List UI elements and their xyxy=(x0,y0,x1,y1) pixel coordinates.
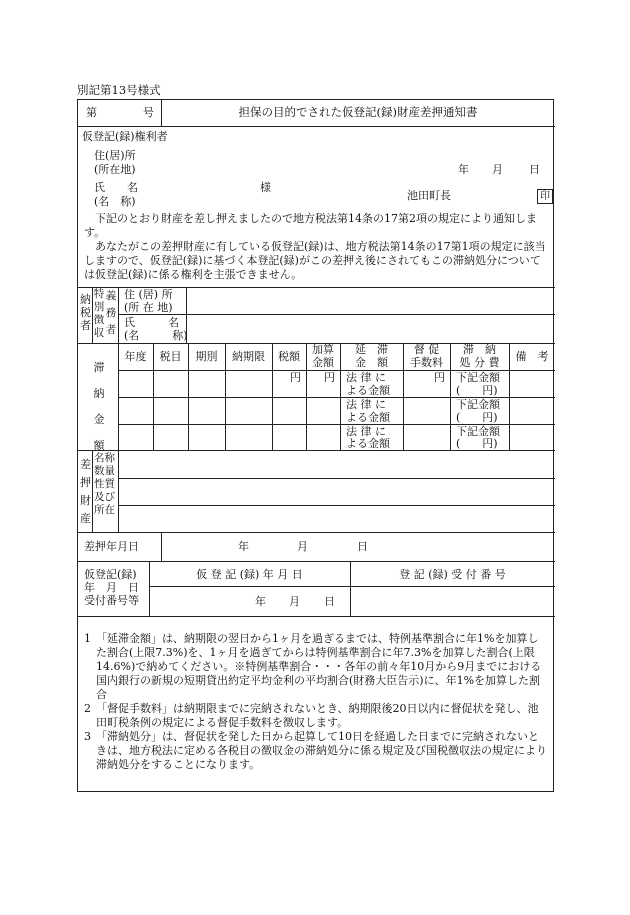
col-tax: 税額 xyxy=(278,350,300,363)
footnote-3-number: 3 xyxy=(84,730,91,743)
seizure-date-year: 年 xyxy=(238,540,249,553)
number-label-1: 第 xyxy=(86,106,97,119)
holder-label: 仮登記(録)権利者 xyxy=(82,130,168,143)
holder-address-label: 住(居)所 xyxy=(94,149,136,162)
holder-address-sub: (所在地) xyxy=(94,163,136,176)
seizure-date-month: 月 xyxy=(297,540,308,553)
notice-date-year: 年 xyxy=(458,163,469,176)
seized-side-label: 差 押 財 産 xyxy=(80,458,91,525)
seizure-date-label: 差押年月日 xyxy=(84,540,139,553)
taxpayer-name-sub: (名 称) xyxy=(124,329,188,342)
taxpayer-side-label: 納 税 者 xyxy=(80,293,91,332)
legal-amount-2a: 法 律 に xyxy=(346,398,386,411)
registration-year: 年 xyxy=(255,595,266,608)
col-addition-1: 加算 xyxy=(312,343,334,356)
yen-unit-tax: 円 xyxy=(290,371,301,384)
legal-amount-1b: よる金額 xyxy=(346,384,390,397)
col-year: 年度 xyxy=(124,350,147,363)
delinquent-side-label: 滞 納 金 額 xyxy=(93,361,105,452)
col-reminder-2: 手数料 xyxy=(410,356,443,369)
holder-name-sub: (名 称) xyxy=(94,195,136,208)
registration-date-header: 仮 登 記 (録) 年 月 日 xyxy=(196,568,303,581)
form-title: 担保の目的でされた仮登記(録)財産差押通知書 xyxy=(238,105,478,119)
col-item: 税目 xyxy=(159,350,182,363)
below-amount-3a: 下記金額 xyxy=(456,425,500,438)
registration-label-3: 受付番号等 xyxy=(84,594,139,607)
below-amount-1b: ( 円) xyxy=(456,384,498,397)
registration-day: 日 xyxy=(324,595,335,608)
below-amount-2b: ( 円) xyxy=(456,411,498,424)
below-amount-2a: 下記金額 xyxy=(456,398,500,411)
notice-paragraph-2: あなたがこの差押財産に有している仮登記(録)は、地方税法第14条の17第1項の規定に該当しますので、仮登記(録)に基づく本登記(録)がこの差押え後にされてもこの滞納処分については仮登記(録)に係る権利を主張できません。 xyxy=(84,240,546,281)
sender-name: 池田町長 xyxy=(407,189,451,202)
col-reminder-1: 督 促 xyxy=(413,343,440,356)
col-addition-2: 金額 xyxy=(312,356,334,369)
seized-sub-label: 名称 数量 性質及び所在 xyxy=(94,452,115,516)
col-late-2: 金 額 xyxy=(355,356,388,369)
notice-paragraph-1: 下記のとおり財産を差し押えましたので地方税法第14条の17第2項の規定により通知します。 xyxy=(84,212,537,239)
legal-amount-1a: 法 律 に xyxy=(346,371,386,384)
legal-amount-3a: 法 律 に xyxy=(346,425,386,438)
registration-number-header: 登 記 (録) 受 付 番 号 xyxy=(399,568,506,581)
holder-name-label: 氏 名 xyxy=(94,181,138,194)
footnote-1: 「延滞金額」は、納期限の翌日から1ヶ月を過ぎるまでは、特例基準割合に年1%を加算した割合(上限7.3%)を、1ヶ月を過ぎてからは特例基準割合に年7.3%を加算した割合(上限14.6%)で納めてください。※特例基準割合・・・各年の前々年10月から9月までにおける国内銀行の新規の短期貸出約定平均金利の平均割合(財務大臣告示)に、年1%を加算した割合 xyxy=(96,632,542,701)
honorific: 様 xyxy=(260,181,271,194)
footnote-1-number: 1 xyxy=(84,632,91,645)
taxpayer-address-label: 住 (居) 所 xyxy=(124,288,173,301)
seal-mark: 印 xyxy=(537,189,553,204)
col-expense-2: 処 分 費 xyxy=(459,356,500,369)
yen-unit-reminder: 円 xyxy=(434,371,445,384)
seizure-date-day: 日 xyxy=(357,540,368,553)
notice-form xyxy=(77,99,554,792)
col-remarks: 備 考 xyxy=(515,350,549,363)
col-due: 納期限 xyxy=(232,350,265,363)
special-collection-label: 特 別 徴 収 xyxy=(93,288,105,339)
taxpayer-name-label: 氏 名 xyxy=(124,316,179,329)
notice-date-day: 日 xyxy=(529,163,540,176)
registration-month: 月 xyxy=(289,595,300,608)
obligor-label: 義 務 者 xyxy=(105,290,117,336)
footnote-2-number: 2 xyxy=(84,702,91,715)
below-amount-1a: 下記金額 xyxy=(456,371,500,384)
legal-amount-2b: よる金額 xyxy=(346,411,390,424)
notice-date-month: 月 xyxy=(492,163,503,176)
col-late-1: 延 滞 xyxy=(355,343,388,356)
form-label: 別記第13号様式 xyxy=(77,83,161,97)
registration-label-2: 年 月 日 xyxy=(84,581,139,594)
footnote-2: 「督促手数料」は納期限までに完納されないとき、納期限後20日以内に督促状を発し、池田町税条例の規定による督促手数料を徴収します。 xyxy=(96,702,539,729)
footnote-3: 「滞納処分」は、督促状を発した日から起算して10日を経過した日までに完納されないときは、地方税法に定める各税目の徴収金の滞納処分に係る規定及び国税徴収法の規定により滞納処分をすることになります。 xyxy=(96,730,547,771)
taxpayer-address-sub: (所 在 地) xyxy=(124,301,173,314)
below-amount-3b: ( 円) xyxy=(456,437,498,450)
col-expense-1: 滞 納 xyxy=(463,343,496,356)
col-period: 期別 xyxy=(195,350,218,363)
registration-label-1: 仮登記(録) xyxy=(84,568,137,581)
number-label-2: 号 xyxy=(143,106,154,119)
yen-unit-addition: 円 xyxy=(324,371,335,384)
legal-amount-3b: よる金額 xyxy=(346,437,390,450)
